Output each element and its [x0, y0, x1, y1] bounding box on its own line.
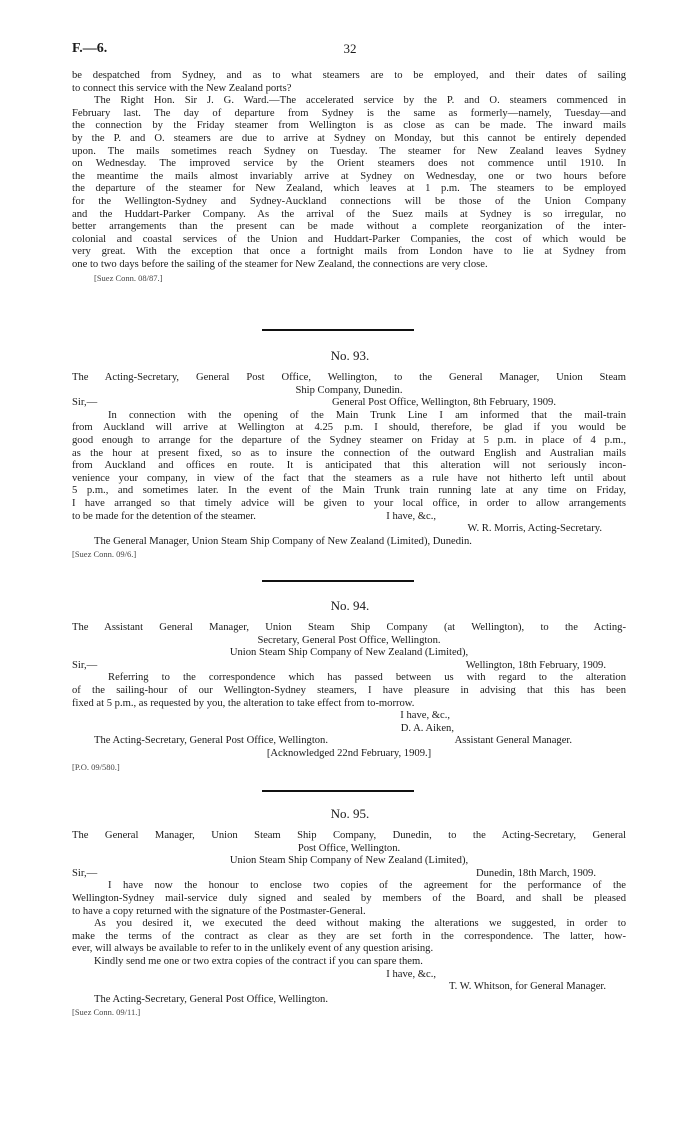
text-line: one to two days before the sailing of the steamer for New Zealand, the connections are very close. — [72, 258, 488, 270]
addressee: The Acting-Secretary, General Post Office, Wellington. — [94, 993, 329, 1005]
text-line: to connect this service with the New Zealand ports? — [72, 82, 292, 94]
text-line: very great. With the exception that once a fortnight mails from London have to lie at Sydney from — [72, 246, 626, 258]
intro-line: The General Manager, Union Steam Ship Company, Dunedin, to the Acting-Secretary, General — [72, 830, 626, 841]
salutation-row — [72, 397, 626, 410]
intro-line: The Assistant General Manager, Union Steam Ship Company (at Wellington), to the Acting- — [72, 622, 626, 633]
dateline: Dunedin, 18th March, 1909. — [475, 867, 596, 879]
text-line: fixed at 5 p.m., as requested by you, the alteration to take effect from to-morrow. — [72, 697, 415, 709]
text-line: February last. The day of departure from Sydney is the same as formerly—namely, Tuesday—and — [72, 107, 626, 119]
text-line: The Right Hon. Sir J. G. Ward.—The accelerated service by the P. and O. steamers commenced in — [94, 95, 626, 107]
acknowledgement: [Acknowledged 22nd February, 1909.] — [266, 747, 432, 759]
text-line: I have arranged so that timely advice will be given to your local office, in order to allow arrangements — [72, 497, 626, 509]
text-line: ever, will always be available to refer to in the unlikely event of any question arising. — [72, 943, 434, 955]
signature-title: Assistant General Manager. — [454, 735, 572, 747]
closing: I have, &c., — [386, 968, 436, 980]
intro-line: Secretary, General Post Office, Wellington. — [257, 634, 441, 646]
intro-line: Post Office, Wellington. — [297, 842, 401, 854]
closing: I have, &c., — [400, 710, 450, 722]
salutation: Sir,— — [72, 867, 98, 879]
text-line: upon. The mails sometimes reach Sydney on Tuesday. The steamer for New Zealand leaves Sydney — [72, 145, 626, 157]
document-code: F.—6. — [72, 41, 108, 56]
text-line: make the terms of the contract as clear as they are set forth in the correspondence. The latter, how- — [72, 930, 626, 942]
addressee: The General Manager, Union Steam Ship Company of New Zealand (Limited), Dunedin. — [94, 535, 472, 547]
closing: I have, &c., — [386, 510, 436, 522]
text-line: of the sailing-hour of our Wellington-Sydney steamers, I have pleasure in advising that this has been — [72, 684, 626, 696]
addressee: The Acting-Secretary, General Post Office, Wellington. — [94, 735, 329, 747]
text-line: the meantime the mails almost invariably arrive at Sydney on Wednesday, one or two hours before — [72, 170, 626, 182]
text-line: to have a copy returned with the signature of the Postmaster-General. — [72, 905, 366, 917]
text-line: from Auckland will arrive at Wellington at 4.25 p.m. I should, therefore, be glad if you would be — [72, 422, 626, 434]
text-line: venience your company, in view of the fact that the steamers as a rule have not hitherto left until about — [72, 472, 626, 484]
salutation: Sir,— — [72, 659, 98, 671]
text-line: Kindly send me one or two extra copies of the contract if you can spare them. — [94, 955, 423, 967]
reference: [Suez Conn. 08/87.] — [94, 272, 163, 283]
page-number: 32 — [343, 41, 357, 56]
continued-question — [72, 70, 626, 284]
letter-95 — [72, 830, 626, 1019]
signature: D. A. Aiken, — [400, 722, 454, 734]
text-line: 5 p.m., and sometimes later. In the event of the Main Trunk train running late at any time on Friday, — [72, 485, 626, 497]
letter-93 — [72, 372, 626, 561]
letterhead: Union Steam Ship Company of New Zealand (Limited), — [229, 855, 469, 867]
addressee-row — [72, 735, 626, 748]
text-line: Wellington-Sydney mail-service duly signed and sealed by members of the Board, and shall be pleased — [72, 892, 626, 904]
reference: [Suez Conn. 09/6.] — [72, 549, 137, 560]
salutation-row — [72, 868, 626, 881]
letter-94 — [72, 622, 626, 773]
text-line: good enough to arrange for the departure of the Sydney steamer on Friday at 5 p.m. in place of 4 p.m., — [72, 434, 626, 446]
text-line: the connection by the Friday steamer from Wellington is as close as can be made. The inward mails — [72, 120, 626, 132]
section-heading-95: No. 95. — [330, 806, 370, 821]
text-line: As you desired it, we executed the deed without making the alterations we suggested, in order to — [94, 918, 626, 930]
text-line: by the P. and O. steamers are due to arrive at Sydney on Monday, but this cannot be entirely depended — [72, 132, 626, 144]
section-heading-94: No. 94. — [330, 598, 370, 613]
intro-line: The Acting-Secretary, General Post Office, Wellington, to the General Manager, Union Steam — [72, 372, 626, 383]
text-line: In connection with the opening of the Main Trunk Line I am informed that the mail-train — [108, 409, 626, 421]
text-line: I have now the honour to enclose two copies of the agreement for the performance of the — [108, 880, 626, 892]
text-line: Referring to the correspondence which has passed between us with regard to the alteration — [108, 672, 626, 684]
signature: W. R. Morris, Acting-Secretary. — [467, 523, 602, 535]
text-line: as the hour at present fixed, so as to insure the connection of the outward English and Australian mails — [72, 447, 626, 459]
text-line: for the Wellington-Sydney and Sydney-Auckland connections will be those of the Union Company — [72, 195, 626, 207]
text-line: better arrangements than the present can be made without a complete reorganization of the inter- — [72, 221, 626, 233]
dateline: Wellington, 18th February, 1909. — [465, 659, 606, 671]
section-heading-93: No. 93. — [330, 348, 370, 363]
section-divider — [262, 580, 414, 582]
section-divider — [262, 329, 414, 331]
salutation: Sir,— — [72, 397, 98, 409]
text-line: from Auckland and offices en route. It is anticipated that this alteration will not seriously incon- — [72, 460, 626, 472]
text-line: and the Huddart-Parker Company. As the arrival of the Suez mails at Sydney is so irregular, no — [72, 208, 626, 220]
reference: [Suez Conn. 09/11.] — [72, 1007, 141, 1018]
dateline: General Post Office, Wellington, 8th February, 1909. — [331, 397, 556, 409]
reference: [P.O. 09/580.] — [72, 761, 120, 772]
text-line: to be made for the detention of the steamer. — [72, 510, 256, 522]
signature: T. W. Whitson, for General Manager. — [448, 981, 606, 993]
text-line: the departure of the steamer for New Zealand, which leaves at 1 p.m. The steamers to be employed — [72, 183, 626, 195]
text-line: on Wednesday. The improved service by the Orient steamers does not commence until 1910. In — [72, 158, 626, 170]
intro-line: Ship Company, Dunedin. — [295, 384, 403, 396]
text-line: colonial and coastal services of the Union and Huddart-Parker Companies, the cost of which would be — [72, 233, 626, 245]
text-line: be despatched from Sydney, and as to what steamers are to be employed, and their dates of sailing — [72, 70, 626, 81]
letterhead: Union Steam Ship Company of New Zealand (Limited), — [229, 647, 469, 659]
closing-row — [72, 511, 626, 524]
salutation-row — [72, 660, 626, 673]
section-divider — [262, 790, 414, 792]
